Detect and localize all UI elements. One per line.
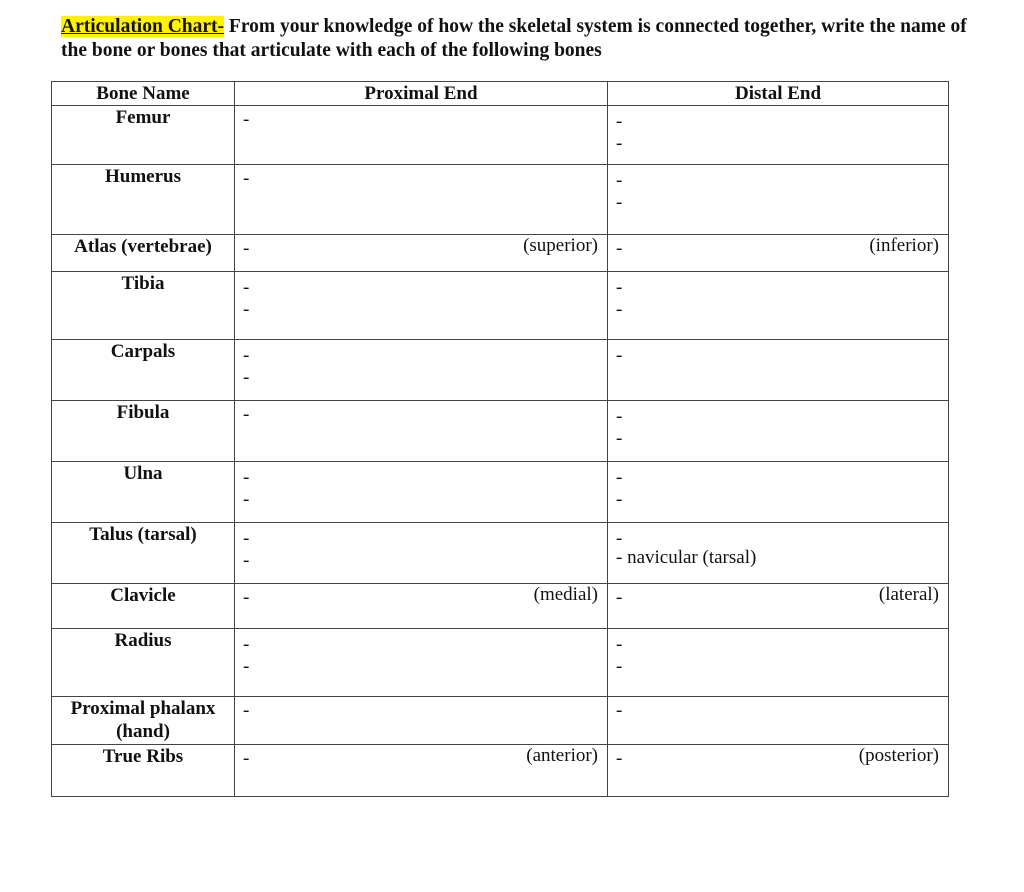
table-row-radius xyxy=(52,629,949,697)
dash-marker: - xyxy=(243,404,250,425)
dash-marker: - xyxy=(616,634,623,655)
proximal-cell[interactable] xyxy=(235,235,608,272)
table-row-true-ribs xyxy=(52,745,949,797)
distal-cell[interactable] xyxy=(608,272,949,340)
bone-name: Proximal phalanx (hand) xyxy=(52,697,235,745)
dash-marker: - xyxy=(616,238,623,259)
dash-marker: - xyxy=(243,656,250,677)
bone-name: Clavicle xyxy=(52,584,235,629)
heading-instructions: From your knowledge of how the skeletal system is connected together, write the name of the bone or bones that articulate with each of the following bones xyxy=(61,16,967,61)
position-note: (superior) xyxy=(523,235,598,256)
dash-marker: - xyxy=(243,299,250,320)
column-header-distal-end: Distal End xyxy=(608,82,949,106)
position-note: (inferior) xyxy=(869,235,939,256)
dash-marker: - xyxy=(616,111,623,132)
bone-name: Atlas (vertebrae) xyxy=(52,235,235,272)
distal-cell[interactable] xyxy=(608,106,949,165)
bone-name: Ulna xyxy=(52,462,235,523)
bone-name: True Ribs xyxy=(52,745,235,797)
table-row-talus xyxy=(52,523,949,584)
distal-cell[interactable] xyxy=(608,523,949,584)
distal-cell[interactable] xyxy=(608,629,949,697)
dash-marker: - xyxy=(243,748,250,769)
distal-cell[interactable] xyxy=(608,235,949,272)
dash-marker: - xyxy=(243,550,250,571)
position-note: (anterior) xyxy=(526,745,598,766)
proximal-cell[interactable] xyxy=(235,272,608,340)
dash-marker: - xyxy=(243,109,250,130)
dash-marker: - xyxy=(616,489,623,510)
table-row-fibula xyxy=(52,401,949,462)
proximal-cell[interactable] xyxy=(235,523,608,584)
table-row-humerus xyxy=(52,165,949,235)
position-note: (medial) xyxy=(533,584,598,605)
column-header-proximal-end: Proximal End xyxy=(235,82,608,106)
table-row-ulna xyxy=(52,462,949,523)
distal-cell[interactable] xyxy=(608,584,949,629)
dash-marker: - xyxy=(616,700,623,721)
dash-marker: - xyxy=(616,277,623,298)
proximal-cell[interactable] xyxy=(235,106,608,165)
position-note: (lateral) xyxy=(878,584,939,605)
bone-name: Fibula xyxy=(52,401,235,462)
dash-marker: - xyxy=(243,277,250,298)
dash-marker: - xyxy=(243,489,250,510)
articulation-table xyxy=(51,81,949,797)
bone-name: Carpals xyxy=(52,340,235,401)
distal-cell[interactable] xyxy=(608,462,949,523)
dash-marker: - xyxy=(616,133,623,154)
dash-marker: - xyxy=(616,587,623,608)
table-row-carpals xyxy=(52,340,949,401)
dash-marker: - xyxy=(243,700,250,721)
dash-marker: - xyxy=(616,528,623,549)
dash-marker: - xyxy=(616,428,623,449)
table-row-femur xyxy=(52,106,949,165)
dash-marker: - xyxy=(616,299,623,320)
bone-name: Humerus xyxy=(52,165,235,235)
proximal-cell[interactable] xyxy=(235,462,608,523)
proximal-cell[interactable] xyxy=(235,629,608,697)
proximal-cell[interactable] xyxy=(235,584,608,629)
column-header-bone-name: Bone Name xyxy=(52,82,235,106)
proximal-cell[interactable] xyxy=(235,165,608,235)
bone-name: Tibia xyxy=(52,272,235,340)
proximal-cell[interactable] xyxy=(235,697,608,745)
dash-marker: - xyxy=(243,168,250,189)
table-header-row xyxy=(52,82,949,106)
table-row-atlas xyxy=(52,235,949,272)
distal-cell[interactable] xyxy=(608,165,949,235)
navicular-note: - navicular (tarsal) xyxy=(616,547,757,568)
distal-cell[interactable] xyxy=(608,401,949,462)
table-row-clavicle xyxy=(52,584,949,629)
dash-marker: - xyxy=(616,170,623,191)
dash-marker: - xyxy=(243,467,250,488)
distal-cell[interactable] xyxy=(608,697,949,745)
page-heading xyxy=(61,15,981,63)
dash-marker: - xyxy=(616,748,623,769)
distal-cell[interactable] xyxy=(608,340,949,401)
dash-marker: - xyxy=(616,345,623,366)
dash-marker: - xyxy=(243,367,250,388)
dash-marker: - xyxy=(243,528,250,549)
position-note: (posterior) xyxy=(858,745,939,766)
table-row-tibia xyxy=(52,272,949,340)
proximal-cell[interactable] xyxy=(235,340,608,401)
dash-marker: - xyxy=(616,467,623,488)
dash-marker: - xyxy=(616,406,623,427)
distal-cell[interactable] xyxy=(608,745,949,797)
proximal-cell[interactable] xyxy=(235,401,608,462)
bone-name: Talus (tarsal) xyxy=(52,523,235,584)
heading-highlight: Articulation Chart- xyxy=(61,16,225,37)
table-row-proximal-phalanx xyxy=(52,697,949,745)
dash-marker: - xyxy=(243,587,250,608)
dash-marker: - xyxy=(243,238,250,259)
dash-marker: - xyxy=(616,192,623,213)
dash-marker: - xyxy=(616,656,623,677)
proximal-cell[interactable] xyxy=(235,745,608,797)
dash-marker: - xyxy=(243,345,250,366)
dash-marker: - xyxy=(243,634,250,655)
bone-name: Femur xyxy=(52,106,235,165)
bone-name: Radius xyxy=(52,629,235,697)
